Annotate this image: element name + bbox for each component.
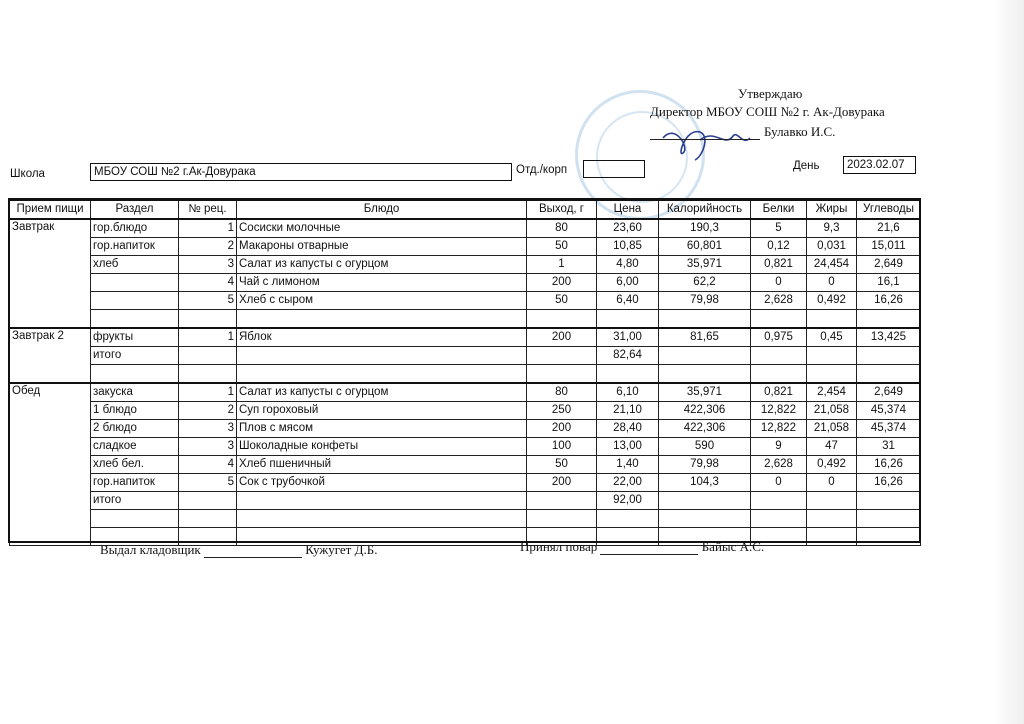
cell-price: 4,80 [597, 256, 659, 274]
table-row [10, 456, 921, 474]
school-label: Школа [10, 168, 45, 180]
cell-section: гор.напиток [91, 238, 179, 256]
cell-section: фрукты [91, 328, 179, 347]
cell-carb: 16,26 [857, 474, 921, 492]
cell-recipe: 3 [179, 420, 237, 438]
meal-breakfast-2: Завтрак 2 [10, 328, 91, 383]
cell-price: 6,00 [597, 274, 659, 292]
col-kcal: Калорийность [659, 200, 751, 219]
cell-recipe: 1 [179, 383, 237, 402]
cell-fat: 21,058 [807, 420, 857, 438]
cell-protein: 0,12 [751, 238, 807, 256]
table-row-total [10, 347, 921, 365]
cell-recipe: 2 [179, 402, 237, 420]
table-row [10, 420, 921, 438]
school-field: МБОУ СОШ №2 г.Ак-Довурака [90, 163, 512, 181]
issued-label: Выдал кладовщик [100, 542, 201, 557]
col-meal: Прием пищи [10, 200, 91, 219]
cell-dish: Яблок [237, 328, 527, 347]
dept-field [583, 160, 645, 178]
cell-section: гор.блюдо [91, 219, 179, 238]
cell-price: 1,40 [597, 456, 659, 474]
cell-price: 6,10 [597, 383, 659, 402]
cell-kcal: 422,306 [659, 402, 751, 420]
signature-underline [650, 127, 760, 140]
cell-fat: 0,492 [807, 292, 857, 310]
cell-output: 200 [527, 474, 597, 492]
table-row [10, 328, 921, 347]
cell-recipe: 5 [179, 474, 237, 492]
table-row-empty [10, 365, 921, 384]
cell-section: хлеб [91, 256, 179, 274]
cell-recipe: 3 [179, 256, 237, 274]
received-line [520, 539, 764, 555]
meal-lunch: Обед [10, 383, 91, 546]
total-label: итого [91, 492, 179, 510]
cell-output: 50 [527, 456, 597, 474]
table-row [10, 402, 921, 420]
col-output: Выход, г [527, 200, 597, 219]
cell-protein: 12,822 [751, 402, 807, 420]
cell-price: 31,00 [597, 328, 659, 347]
cell-kcal: 62,2 [659, 274, 751, 292]
cell-carb: 45,374 [857, 420, 921, 438]
cell-output: 50 [527, 292, 597, 310]
cell-protein: 0 [751, 274, 807, 292]
meal-breakfast: Завтрак [10, 219, 91, 328]
received-label: Принял повар [520, 539, 598, 554]
cell-protein: 0,821 [751, 256, 807, 274]
cell-fat: 24,454 [807, 256, 857, 274]
scan-edge-shadow [994, 0, 1024, 724]
cell-carb: 31 [857, 438, 921, 456]
cell-carb: 21,6 [857, 219, 921, 238]
cell-carb: 45,374 [857, 402, 921, 420]
cell-dish: Хлеб пшеничный [237, 456, 527, 474]
cell-section: хлеб бел. [91, 456, 179, 474]
cell-dish: Сок с трубочкой [237, 474, 527, 492]
cell-protein: 0,821 [751, 383, 807, 402]
cell-kcal: 79,98 [659, 456, 751, 474]
cell-output: 200 [527, 274, 597, 292]
cell-fat: 0 [807, 474, 857, 492]
cell-price: 13,00 [597, 438, 659, 456]
cell-carb: 16,26 [857, 456, 921, 474]
cell-protein: 5 [751, 219, 807, 238]
cell-fat: 0 [807, 274, 857, 292]
day-label: День [793, 160, 820, 172]
cell-protein: 12,822 [751, 420, 807, 438]
received-name: Байыс А.С. [701, 539, 765, 554]
total-price: 82,64 [597, 347, 659, 365]
cell-carb: 2,649 [857, 256, 921, 274]
cell-section: 1 блюдо [91, 402, 179, 420]
approval-title: Утверждаю [738, 86, 803, 101]
cell-price: 28,40 [597, 420, 659, 438]
cell-output: 50 [527, 238, 597, 256]
director-name: Булавко И.С. [764, 124, 836, 139]
cell-dish: Хлеб с сыром [237, 292, 527, 310]
cell-dish: Сосиски молочные [237, 219, 527, 238]
cell-kcal: 590 [659, 438, 751, 456]
issued-name: Кужугет Д.Б. [305, 542, 378, 557]
cell-dish: Шоколадные конфеты [237, 438, 527, 456]
cell-carb: 16,1 [857, 274, 921, 292]
cell-output: 200 [527, 328, 597, 347]
cell-recipe: 4 [179, 274, 237, 292]
table-row [10, 438, 921, 456]
col-recipe: № рец. [179, 200, 237, 219]
cell-protein: 2,628 [751, 292, 807, 310]
cell-fat: 9,3 [807, 219, 857, 238]
cell-price: 6,40 [597, 292, 659, 310]
cell-recipe: 2 [179, 238, 237, 256]
cell-carb: 15,011 [857, 238, 921, 256]
cell-protein: 9 [751, 438, 807, 456]
cell-kcal: 35,971 [659, 256, 751, 274]
cell-output: 1 [527, 256, 597, 274]
cell-output: 200 [527, 420, 597, 438]
table-row [10, 292, 921, 310]
col-price: Цена [597, 200, 659, 219]
cell-output: 80 [527, 219, 597, 238]
table-row [10, 383, 921, 402]
cell-dish: Макароны отварные [237, 238, 527, 256]
total-label: итого [91, 347, 179, 365]
table-row [10, 274, 921, 292]
col-dish: Блюдо [237, 200, 527, 219]
cell-section [91, 274, 179, 292]
cell-kcal: 79,98 [659, 292, 751, 310]
cell-recipe: 3 [179, 438, 237, 456]
cell-section: 2 блюдо [91, 420, 179, 438]
table-header-row [10, 200, 921, 219]
cell-output: 250 [527, 402, 597, 420]
cell-kcal: 190,3 [659, 219, 751, 238]
table-row [10, 238, 921, 256]
approval-position: Директор МБОУ СОШ №2 г. Ак-Довурака [650, 104, 885, 119]
cell-price: 23,60 [597, 219, 659, 238]
cell-protein: 0 [751, 474, 807, 492]
approval-signature-line [650, 124, 835, 140]
table-row [10, 219, 921, 238]
cell-fat: 0,45 [807, 328, 857, 347]
col-fat: Жиры [807, 200, 857, 219]
cell-dish: Суп гороховый [237, 402, 527, 420]
cell-output: 80 [527, 383, 597, 402]
cell-fat: 47 [807, 438, 857, 456]
cell-recipe: 5 [179, 292, 237, 310]
cell-section: гор.напиток [91, 474, 179, 492]
table-row-empty [10, 310, 921, 329]
cell-fat: 0,492 [807, 456, 857, 474]
cell-kcal: 81,65 [659, 328, 751, 347]
issued-signature-line [204, 545, 302, 558]
cell-section: закуска [91, 383, 179, 402]
cell-recipe: 1 [179, 328, 237, 347]
cell-kcal: 422,306 [659, 420, 751, 438]
cell-kcal: 35,971 [659, 383, 751, 402]
received-signature-line [600, 542, 698, 555]
cell-fat: 0,031 [807, 238, 857, 256]
cell-dish: Салат из капусты с огурцом [237, 256, 527, 274]
cell-dish: Салат из капусты с огурцом [237, 383, 527, 402]
cell-fat: 21,058 [807, 402, 857, 420]
cell-recipe: 1 [179, 219, 237, 238]
cell-carb: 2,649 [857, 383, 921, 402]
cell-price: 22,00 [597, 474, 659, 492]
table-row-total [10, 492, 921, 510]
col-protein: Белки [751, 200, 807, 219]
issued-line [100, 542, 377, 558]
cell-carb: 13,425 [857, 328, 921, 347]
table-row [10, 474, 921, 492]
cell-kcal: 60,801 [659, 238, 751, 256]
cell-protein: 0,975 [751, 328, 807, 347]
cell-price: 10,85 [597, 238, 659, 256]
total-price: 92,00 [597, 492, 659, 510]
cell-dish: Чай с лимоном [237, 274, 527, 292]
cell-dish: Плов с мясом [237, 420, 527, 438]
cell-output: 100 [527, 438, 597, 456]
table-row-empty [10, 510, 921, 528]
cell-protein: 2,628 [751, 456, 807, 474]
dept-label: Отд./корп [516, 164, 568, 176]
cell-section: сладкое [91, 438, 179, 456]
table-row [10, 256, 921, 274]
cell-kcal: 104,3 [659, 474, 751, 492]
cell-carb: 16,26 [857, 292, 921, 310]
col-section: Раздел [91, 200, 179, 219]
cell-fat: 2,454 [807, 383, 857, 402]
cell-price: 21,10 [597, 402, 659, 420]
menu-table [9, 199, 921, 546]
day-field: 2023.02.07 [843, 156, 916, 174]
col-carb: Углеводы [857, 200, 921, 219]
cell-section [91, 292, 179, 310]
cell-recipe: 4 [179, 456, 237, 474]
